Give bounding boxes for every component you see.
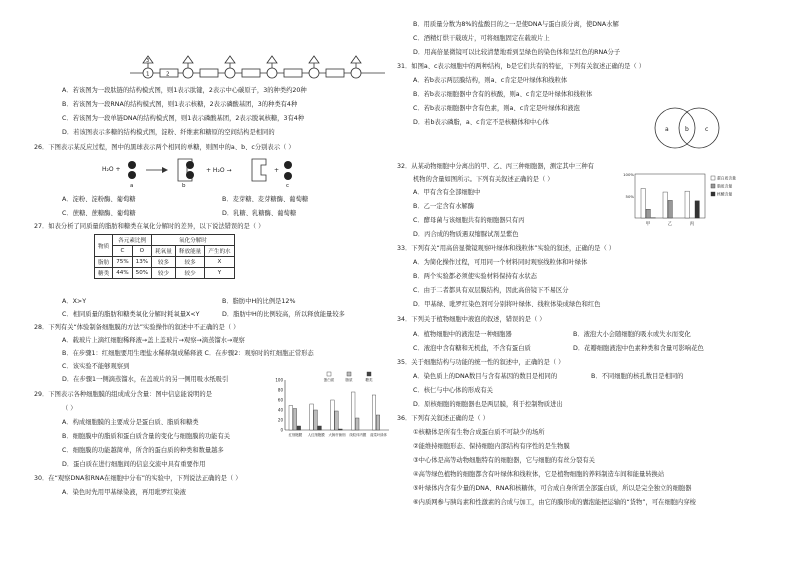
bar <box>297 426 301 430</box>
q31-stem: 31．如图a、c表示细胞中的两种结构，b是它们共有的特征，下列有关叙述正确的是（ ） <box>397 63 646 70</box>
table-cell: 44% <box>113 268 132 279</box>
bar <box>695 201 699 218</box>
table-row <box>95 257 235 268</box>
bar <box>310 404 314 430</box>
q27-header-c: C <box>113 246 132 257</box>
q30-option-a: A．染色时先用甲基绿染液，再用吡罗红染液 <box>62 489 186 496</box>
q35-stem: 35．关于细胞结构与功能的统一性的叙述中，正确的是（ ） <box>397 359 565 366</box>
q25-label-2: 2 <box>166 71 170 78</box>
q36-stem: 36．下列有关叙述正确的是（ ） <box>397 415 489 422</box>
legend-label: 核酸含量 <box>717 191 733 197</box>
q27-option-a: A．X>Y <box>62 298 87 305</box>
x-tick-label: 菠菜叶绿体 <box>370 433 388 437</box>
q36-item-4: ④高等绿色植物的细胞都含有叶绿体和线粒体，它是植物细胞的养料制造车间和能量转换站 <box>413 471 665 478</box>
q28-line-c: C．该实验不能够观察到 <box>62 363 130 370</box>
bar <box>318 426 322 430</box>
x-tick-label: 大肠杆菌细 <box>328 433 346 437</box>
q29-stem: 29．下图表示各种细胞膜的组成成分含量：图中信息能说明的是 <box>34 391 213 398</box>
q26-reaction-diagram <box>102 155 362 189</box>
q36-item-6: ⑥内质网参与胰岛素和性激素的合成与加工，由它的膜形成的囊泡能把运输的“货物”，可在细胞内穿梭 <box>413 499 696 506</box>
legend-label: 脂质含量 <box>717 183 733 189</box>
x-tick-label: 甲 <box>645 222 651 227</box>
q27-header-o: O <box>132 246 151 257</box>
q34-option-b: B．液泡大小会随细胞的吸水或失水而变化 <box>573 331 691 338</box>
q25-chain-diagram <box>130 55 390 79</box>
x-tick-label: 红细胞膜 <box>288 433 303 437</box>
q25-option-b: B．若该图为一段RNA的结构模式图，则1表示核糖，2表示磷酸基团，3的种类有4种 <box>62 101 298 108</box>
bar <box>668 200 672 218</box>
q29-option-a: A．构成细胞膜的主要成分是蛋白质、脂质和糖类 <box>62 419 199 426</box>
table-cell: Y <box>205 268 234 279</box>
q27-header-o2: 耗氧量 <box>152 246 176 257</box>
q33-stem: 33．下列有关“用高倍显微镜观察叶绿体和线粒体”实验的叙述，正确的是（ ） <box>397 245 616 252</box>
q34-option-d: D．花瓣细胞液泡中色素种类和含量可影响花色 <box>573 345 704 352</box>
venn-label-a: a <box>665 126 669 133</box>
q31-option-d: D．若b表示磷脂，a、c肯定不是核糖体和中心体 <box>413 119 549 126</box>
q26-option-a: A．淀粉、淀粉酶、葡萄糖 <box>62 196 136 203</box>
q35-option-d: D．原核细胞的细胞器也是两层膜，利于控制物质进出 <box>413 401 563 408</box>
q27-header-water: 产生的水 <box>205 246 234 257</box>
bar <box>289 406 293 431</box>
q33-option-c: C．由于二者都具有双层膜结构，因此高倍镜下不易区分 <box>413 287 569 294</box>
y-tick-label: 80 <box>277 387 283 393</box>
q26-option-b: B．麦芽糖、麦芽糖酶、葡萄糖 <box>222 196 309 203</box>
q36-item-1: ①核糖体是所有生物合成蛋白质不可缺少的场所 <box>413 429 545 436</box>
q27-header-substance: 物质 <box>95 235 113 257</box>
y-tick-label: 100 <box>275 377 283 383</box>
q26-label-b: b <box>182 183 186 189</box>
q28-stem: 28．下列有关“体验制备细胞膜的方法”实验操作的叙述中不正确的是（ ） <box>34 324 240 331</box>
table-cell: 50% <box>132 268 151 279</box>
q32-option-c: C．酵母菌与该细胞共有的细胞器只有丙 <box>413 217 525 224</box>
table-cell: 较少 <box>152 268 176 279</box>
x-tick-label: 人红细胞膜 <box>307 433 325 437</box>
bar <box>372 395 376 430</box>
q31-venn-diagram <box>645 102 729 154</box>
bar <box>685 191 689 218</box>
q25-label-1: 1 <box>146 71 150 78</box>
x-tick-label: 丙 <box>689 222 695 227</box>
q29-option-c: C．细胞膜的功能越简单，所含的蛋白质的种类和数量越多 <box>62 447 224 454</box>
q27-option-d: D．脂肪中H的比例较高，所以释放能量较多 <box>222 311 345 318</box>
table-cell: 糖类 <box>95 268 113 279</box>
q29-option-b: B．细胞膜中的脂质和蛋白质含量的变化与细胞膜的功能有关 <box>62 433 231 440</box>
q28-line-b: B．在步骤1：红细胞要用生理盐水稀释制成稀释液 C．在步骤2：观察时的红细胞正常形态 <box>62 350 314 357</box>
x-tick-label: 线粒体内膜 <box>349 433 367 437</box>
q30-stem: 30．在“观察DNA和RNA在细胞中分布”的实验中，下列说法正确的是（ ） <box>34 475 242 482</box>
bar <box>663 192 667 218</box>
legend-swatch <box>347 372 351 376</box>
q28-line-d: D．在步骤1一侧滴蒸馏水，在盖玻片的另一侧用吸水纸吸引 <box>62 376 229 383</box>
table-cell: 脂肪 <box>95 257 113 268</box>
legend-label: 蛋白质 <box>323 378 335 382</box>
q29-paren: （ ） <box>62 405 77 412</box>
q27-header-energy: 释放能量 <box>175 246 204 257</box>
legend-label: 糖类 <box>365 378 373 382</box>
q33-option-b: B．两个实验都必须使实验材料保持有水状态 <box>413 273 537 280</box>
bar <box>646 209 650 218</box>
right-column <box>397 0 743 561</box>
table-cell: 75% <box>113 257 132 268</box>
q26-h2o-text: H₂O + <box>102 166 121 173</box>
legend-label: 脂质 <box>345 378 353 382</box>
bar <box>355 418 359 430</box>
q27-option-b: B．脂肪中H的比例是12% <box>222 298 296 305</box>
x-tick-label: 乙 <box>667 222 673 227</box>
q26-option-d: D．乳糖、乳糖酶、葡萄糖 <box>222 210 297 217</box>
table-cell: 较多 <box>175 257 204 268</box>
q35-option-b: B．不同细胞的核孔数目是相同的 <box>591 373 684 380</box>
q30-option-d: D．用高倍显微镜可以比较清楚地看到呈绿色的染色体和呈红色的RNA分子 <box>413 49 621 56</box>
q27-header-oxidation: 氧化分解时 <box>152 235 235 246</box>
q29-option-d: D．蛋白质在进行细胞间的信息交流中具有重要作用 <box>62 461 206 468</box>
legend-swatch <box>327 372 331 376</box>
y-tick-label: 20 <box>277 417 283 423</box>
bar <box>331 400 335 430</box>
q27-header-elements: 各元素比例 <box>113 235 152 246</box>
q33-option-d: D．甲基绿、吡罗红染色剂可分别将叶绿体、线粒体染成绿色和红色 <box>413 301 601 308</box>
bar <box>351 392 355 430</box>
q25-option-d: D．若该图表示多糖的结构模式图，淀粉、纤维素和糖原的空间结构是相同的 <box>62 129 275 136</box>
venn-label-b: b <box>685 126 689 133</box>
q27-table <box>94 234 235 279</box>
q29-bar-chart <box>267 370 395 442</box>
table-cell: X <box>205 257 234 268</box>
left-column <box>34 0 400 561</box>
legend-swatch <box>711 192 715 196</box>
q34-option-a: A．植物细胞中的液泡是一种细胞器 <box>413 331 512 338</box>
q31-option-a: A．若b表示两层膜结构，则a、c肯定是叶绿体和线粒体 <box>413 77 568 84</box>
legend-swatch <box>711 184 715 188</box>
q36-item-5: ⑤叶绿体内含有少量的DNA、RNA和核糖体，可合成自身所需全部蛋白质，所以是完全独立的细胞器 <box>413 485 692 492</box>
bar <box>339 429 343 430</box>
table-cell: 13% <box>132 257 151 268</box>
q27-stem: 27．如表分析了同质量的脂肪和糖类在氧化分解时的差异，以下说法错误的是（ ） <box>34 223 265 230</box>
table-cell: 较多 <box>152 257 176 268</box>
q32-stem: 32．从某动物细胞中分离出的甲、乙、丙三种细胞器，测定其中三种有 <box>397 163 594 170</box>
q31-option-b: B．若b表示细胞器中含有的核酸，则a、c肯定是叶绿体和线粒体 <box>413 91 593 98</box>
q35-option-c: C．核仁与中心体的形成有关 <box>413 387 493 394</box>
q28-line-a: A．载玻片上滴红细胞稀释液→盖上盖玻片→观察→滴蒸馏水→观察 <box>62 337 245 344</box>
q36-item-3: ③中心体是高等动物细胞特有的细胞器，它与细胞的有丝分裂有关 <box>413 457 595 464</box>
q34-option-c: C．液泡中含有糖和无机盐，不含有蛋白质 <box>413 345 531 352</box>
legend-swatch <box>367 372 371 376</box>
q26-plus-text: + H₂O → <box>206 167 232 174</box>
q26-stem: 26．下图表示某反应过程，图中的黑球表示两个相同的单糖，则图中的a、b、c分别表示（ ） <box>34 144 295 151</box>
bar <box>314 410 318 430</box>
q30-option-c: C．酒精灯烘干载玻片，可将细胞固定在载玻片上 <box>413 35 550 42</box>
q31-option-c: C．若b表示细胞器中含有色素，则a、c肯定是叶绿体和液泡 <box>413 105 580 112</box>
y-tick-label: 40 <box>277 407 283 413</box>
q25-option-c: C．若该图为一段单链DNA的结构模式图，则1表示磷酸基团，2表示脱氧核糖，3有4种 <box>62 115 305 122</box>
q34-stem: 34．下列关于植物细胞中液泡的叙述，错误的是（ ） <box>397 316 546 323</box>
q32-stem-cont: 机物的含量如图所示。下列有关叙述正确的是（ ） <box>413 176 554 183</box>
q25-label-3: 3 <box>146 58 150 64</box>
table-row <box>95 268 235 279</box>
q35-option-a: A．染色质上的DNA数目与含有基因的数目是相同的 <box>413 373 558 380</box>
q36-item-2: ②能维持细胞形态、保持细胞内部结构有序性的是生物膜 <box>413 443 570 450</box>
table-cell: 较少 <box>175 268 204 279</box>
q25-option-a: A．若该图为一段肽链的结构模式图，则1表示肽键，2表示中心碳原子，3的种类约20种 <box>62 87 307 94</box>
q32-option-b: B．乙一定含有水解酶 <box>413 203 474 210</box>
q26-label-c: c <box>286 183 290 189</box>
legend-label: 蛋白质含量 <box>717 175 736 181</box>
q32-bar-chart <box>619 166 743 228</box>
bar <box>376 415 380 430</box>
q33-option-a: A．为简化操作过程，可用同一个材料同时观察线粒体和叶绿体 <box>413 259 588 266</box>
q27-option-c: C．相同质量的脂肪和糖类氧化分解时耗氧量X<Y <box>62 311 200 318</box>
y-tick-label: 100% <box>623 172 634 177</box>
q30-option-b: B．用质量分数为8%的盐酸目的之一是使DNA与蛋白质分离，使DNA水解 <box>413 21 619 28</box>
bar <box>641 189 645 218</box>
svg-text:+: + <box>274 167 280 174</box>
bar <box>335 411 339 430</box>
y-tick-label: 50% <box>625 194 634 199</box>
y-tick-label: 60 <box>277 397 283 403</box>
venn-label-c: c <box>705 126 709 133</box>
legend-swatch <box>711 176 715 180</box>
q32-option-a: A．甲有含有全部细胞中 <box>413 189 481 196</box>
q32-option-d: D．丙合成的物质遇双缩脲试剂呈紫色 <box>413 231 519 238</box>
q26-option-c: C．蔗糖、蔗糖酶、葡萄糖 <box>62 210 136 217</box>
bar <box>293 409 297 431</box>
q26-label-a: a <box>130 183 134 189</box>
y-tick-label: 0 <box>280 427 283 433</box>
